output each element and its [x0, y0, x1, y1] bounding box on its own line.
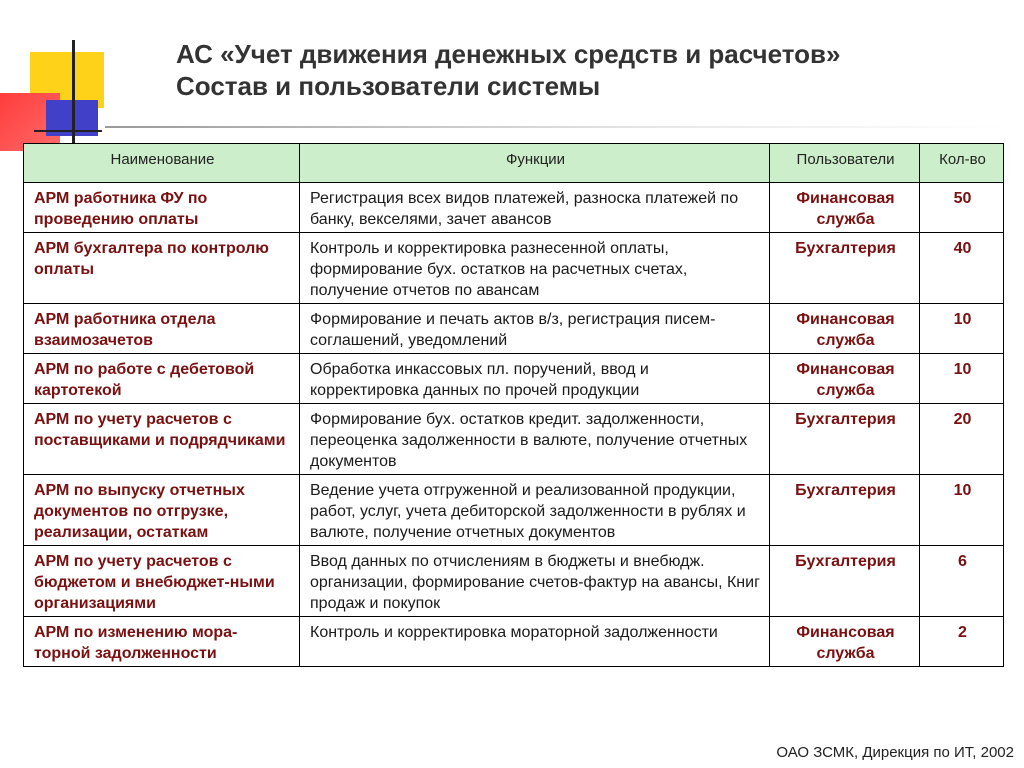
cell-name: АРМ по изменению мора-торной задолженности — [24, 617, 300, 667]
table-row — [24, 304, 1004, 354]
cell-users: Бухгалтерия — [770, 233, 920, 304]
cell-count: 10 — [920, 475, 1004, 546]
table-row — [24, 475, 1004, 546]
cell-name: АРМ бухгалтера по контролю оплаты — [24, 233, 300, 304]
cell-count: 50 — [920, 183, 1004, 233]
cell-count: 10 — [920, 354, 1004, 404]
cell-users: Финансовая служба — [770, 617, 920, 667]
cell-users: Финансовая служба — [770, 304, 920, 354]
cell-count: 20 — [920, 404, 1004, 475]
cell-name: АРМ работника отдела взаимозачетов — [24, 304, 300, 354]
cell-name: АРМ работника ФУ по проведению оплаты — [24, 183, 300, 233]
cell-name: АРМ по учету расчетов с бюджетом и внебюджет-ными организациями — [24, 546, 300, 617]
workstations-table — [23, 143, 1004, 667]
table-row — [24, 354, 1004, 404]
footer-credit: ОАО ЗСМК, Дирекция по ИТ, 2002 — [776, 744, 1014, 761]
title-line-2: Состав и пользователи системы — [176, 71, 601, 101]
cell-functions: Формирование бух. остатков кредит. задолженности, переоценка задолженности в валюте, получение отчетных документов — [300, 404, 770, 475]
header-functions: Функции — [300, 144, 770, 183]
cell-functions: Обработка инкассовых пл. поручений, ввод и корректировка данных по прочей продукции — [300, 354, 770, 404]
decor-horizontal-line — [34, 130, 102, 132]
cell-name: АРМ по учету расчетов с поставщиками и подрядчиками — [24, 404, 300, 475]
cell-functions: Регистрация всех видов платежей, разноска платежей по банку, векселями, зачет авансов — [300, 183, 770, 233]
cell-users: Финансовая служба — [770, 354, 920, 404]
table-row — [24, 183, 1004, 233]
cell-name: АРМ по выпуску отчетных документов по отгрузке, реализации, остаткам — [24, 475, 300, 546]
table-header-row — [24, 144, 1004, 183]
cell-name: АРМ по работе с дебетовой картотекой — [24, 354, 300, 404]
cell-functions: Ведение учета отгруженной и реализованной продукции, работ, услуг, учета дебиторской задолженности в рублях и валюте, получение отчетных документов — [300, 475, 770, 546]
title-line-1: АС «Учет движения денежных средств и расчетов» — [176, 39, 841, 69]
table-row — [24, 546, 1004, 617]
table-row — [24, 233, 1004, 304]
header-name: Наименование — [24, 144, 300, 183]
cell-users: Бухгалтерия — [770, 546, 920, 617]
cell-count: 10 — [920, 304, 1004, 354]
cell-users: Бухгалтерия — [770, 404, 920, 475]
header-users: Пользователи — [770, 144, 920, 183]
cell-functions: Контроль и корректировка мораторной задолженности — [300, 617, 770, 667]
table-row — [24, 617, 1004, 667]
cell-users: Финансовая служба — [770, 183, 920, 233]
cell-functions: Контроль и корректировка разнесенной оплаты, формирование бух. остатков на расчетных счетах, получение отчетов по авансам — [300, 233, 770, 304]
cell-users: Бухгалтерия — [770, 475, 920, 546]
cell-count: 6 — [920, 546, 1004, 617]
cell-functions: Формирование и печать актов в/з, регистрация писем-соглашений, уведомлений — [300, 304, 770, 354]
title-underline — [105, 126, 1005, 128]
header-count: Кол-во — [920, 144, 1004, 183]
cell-count: 2 — [920, 617, 1004, 667]
table-row — [24, 404, 1004, 475]
decor-vertical-line — [72, 40, 75, 144]
cell-count: 40 — [920, 233, 1004, 304]
slide-title — [176, 38, 840, 102]
cell-functions: Ввод данных по отчислениям в бюджеты и внебюдж. организации, формирование счетов-фактур на авансы, Книг продаж и покупок — [300, 546, 770, 617]
